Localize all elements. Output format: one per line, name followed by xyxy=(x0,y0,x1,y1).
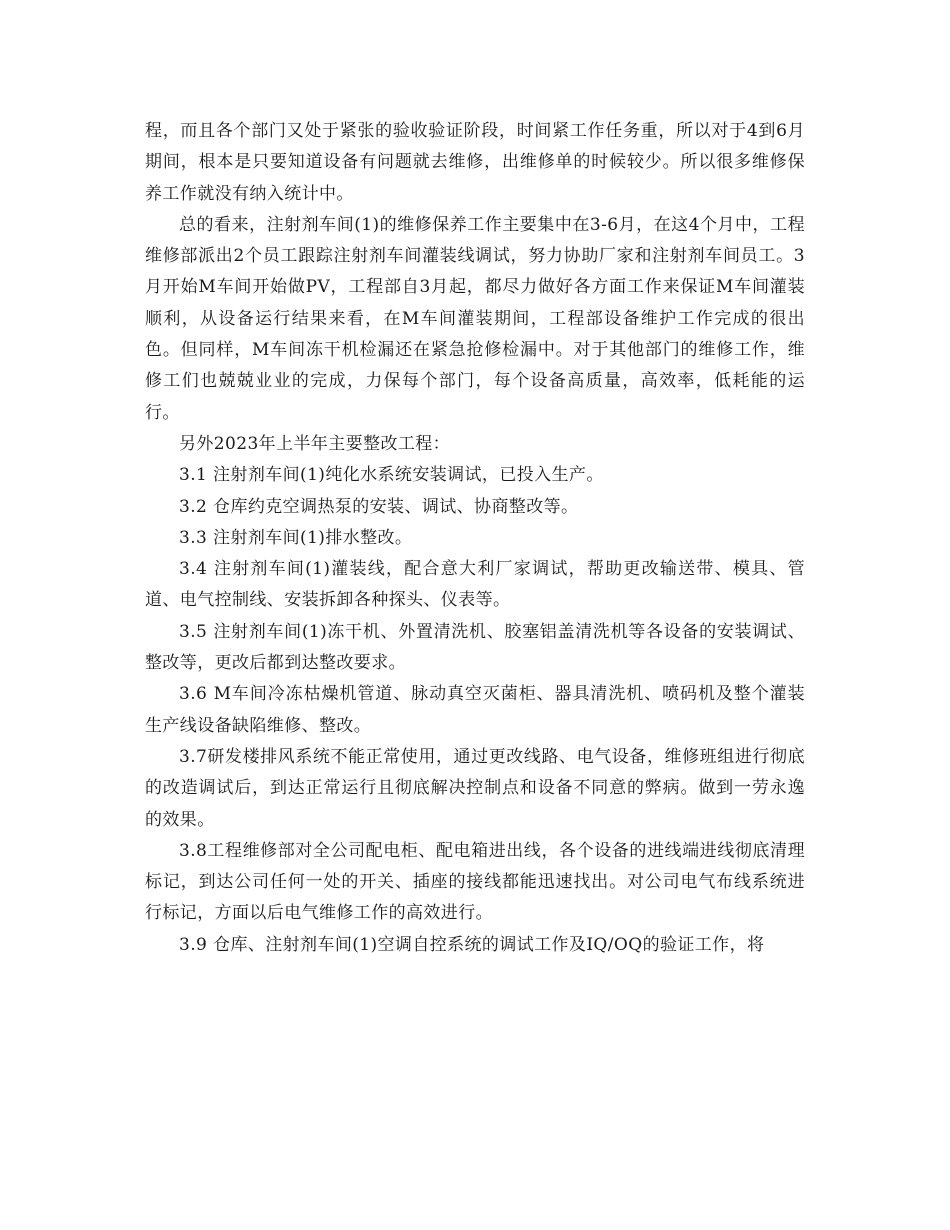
paragraph-continuation: 程，而且各个部门又处于紧张的验收验证阶段，时间紧工作任务重，所以对于4到6月期间，根本是只要知道设备有问题就去维修，出维修单的时候较少。所以很多维修保养工作就没有纳入统计中。 xyxy=(145,121,805,204)
list-item-3-1: 3.1 注射剂车间(1)纯化水系统安装调试，已投入生产。 xyxy=(179,465,604,486)
list-item-3-3: 3.3 注射剂车间(1)排水整改。 xyxy=(179,527,413,548)
list-item-3-7: 3.7研发楼排风系统不能正常使用，通过更改线路、电气设备，维修班组进行彻底的改造调试后，到达正常运行且彻底解决控制点和设备不同意的弊病。做到一劳永逸的效果。 xyxy=(145,746,805,830)
list-item-3-4: 3.4 注射剂车间(1)灌装线，配合意大利厂家调试，帮助更改输送带、模具、管道、电气控制线、安装拆卸各种探头、仪表等。 xyxy=(145,559,805,611)
list-item-3-9: 3.9 仓库、注射剂车间(1)空调自控系统的调试工作及IQ/OQ的验证工作，将 xyxy=(179,934,765,955)
list-item-3-8: 3.8工程维修部对全公司配电柜、配电箱进出线，各个设备的进线端进线彻底清理标记，到达公司任何一处的开关、插座的接线都能迅速找出。对公司电气布线系统进行标记，方面以后电气维修工作的高效进行。 xyxy=(145,840,805,924)
list-item-3-6: 3.6 M车间冷冻枯燥机管道、脉动真空灭菌柜、器具清洗机、喷码机及整个灌装生产线设备缺陷维修、整改。 xyxy=(145,684,805,736)
paragraph-summary: 总的看来，注射剂车间(1)的维修保养工作主要集中在3-6月，在这4个月中，工程维修部派出2个员工跟踪注射剂车间灌装线调试，努力协助厂家和注射剂车间员工。3月开始M车间开始做PV，工程部自3月起，都尽力做好各方面工作来保证M车间灌装顺利，从设备运行结果来看，在M车间灌装期间，工程部设备维护工作完成的很出色。但同样，M车间冻干机检漏还在紧急抢修检漏中。对于其他部门的维修工作，维修工们也兢兢业业的完成，力保每个部门，每个设备高质量，高效率，低耗能的运行。 xyxy=(145,214,805,423)
document-body xyxy=(145,116,805,961)
list-item-3-5: 3.5 注射剂车间(1)冻干机、外置清洗机、胶塞铝盖清洗机等各设备的安装调试、整改等，更改后都到达整改要求。 xyxy=(145,621,805,674)
paragraph-rectification-intro: 另外2023年上半年主要整改工程： xyxy=(179,433,451,454)
list-item-3-2: 3.2 仓库约克空调热泵的安装、调试、协商整改等。 xyxy=(179,496,579,517)
